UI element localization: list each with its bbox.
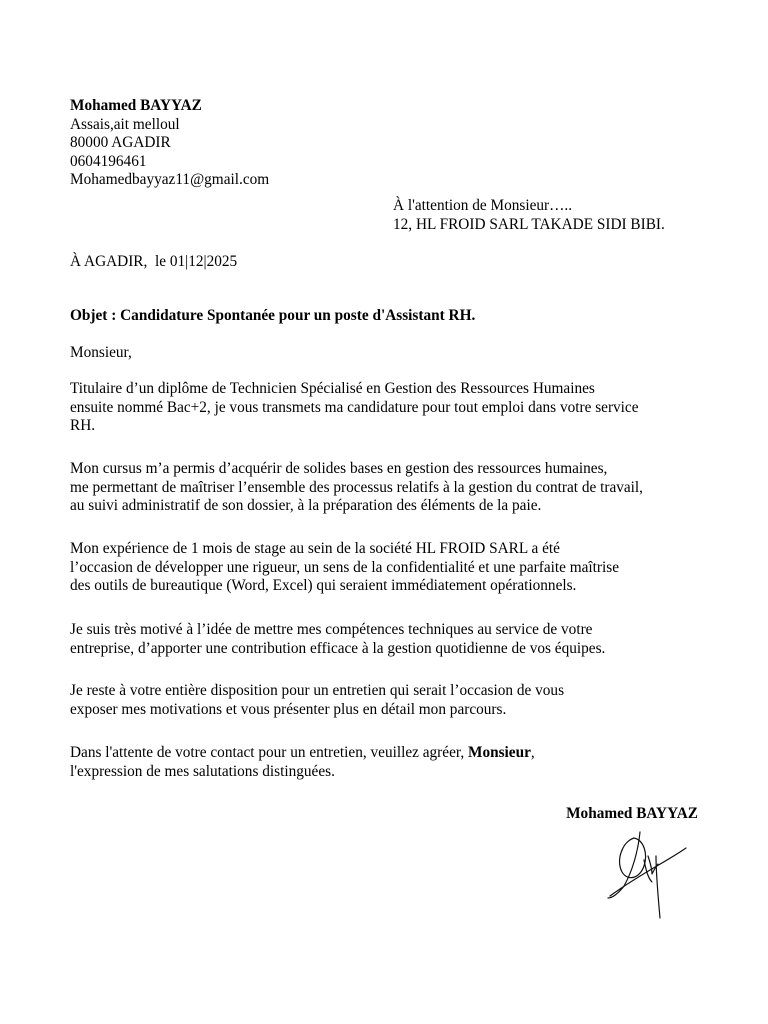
paragraph-line: Je suis très motivé à l’idée de mettre mes compétences techniques au service de votre — [70, 621, 593, 638]
paragraph-line: RH. — [70, 417, 96, 434]
closing-comma: , — [530, 744, 535, 761]
closing-line-2: l'expression de mes salutations distinguées. — [70, 762, 335, 780]
paragraph-line: Mon cursus m’a permis d’acquérir de solides bases en gestion des ressources humaines, — [70, 460, 608, 477]
sender-phone: 0604196461 — [70, 152, 147, 170]
recipient-attention: À l'attention de Monsieur….. — [393, 197, 573, 214]
paragraph-line: Mon expérience de 1 mois de stage au sein de la société HL FROID SARL a été — [70, 540, 560, 557]
recipient-block — [393, 197, 665, 234]
closing-line-1 — [70, 744, 710, 763]
recipient-company: 12, HL FROID SARL TAKADE SIDI BIBI. — [393, 215, 665, 233]
closing-bold-title: Monsieur — [468, 744, 531, 761]
paragraph-experience — [70, 540, 710, 596]
paragraph-line: l’occasion de développer une rigueur, un sens de la confidentialité et une parfaite maîtrise — [70, 558, 620, 576]
paragraph-line: Je reste à votre entière disposition pour un entretien qui serait l’occasion de vous — [70, 682, 565, 699]
paragraph-line: entreprise, d’apporter une contribution efficace à la gestion quotidienne de vos équipes. — [70, 639, 606, 657]
paragraph-diploma — [70, 380, 710, 436]
paragraph-line: Titulaire d’un diplôme de Technicien Spécialisé en Gestion des Ressources Humaines — [70, 380, 595, 397]
sender-name: Mohamed BAYYAZ — [70, 97, 202, 114]
paragraph-line: des outils de bureautique (Word, Excel) qui seraient immédiatement opérationnels. — [70, 577, 577, 594]
paragraph-line: ensuite nommé Bac+2, je vous transmets ma candidature pour tout emploi dans votre service — [70, 398, 639, 416]
paragraph-availability — [70, 682, 710, 719]
sender-address: Assais,ait melloul — [70, 115, 180, 133]
signature-name: Mohamed BAYYAZ — [566, 805, 698, 822]
handwritten-signature-icon — [600, 826, 692, 922]
closing-text: Dans l'attente de votre contact pour un entretien, veuillez agréer, — [70, 744, 468, 761]
paragraph-cursus — [70, 460, 710, 516]
paragraph-closing — [70, 744, 710, 781]
paragraph-line: me permettant de maîtriser l’ensemble des processus relatifs à la gestion du contrat de travail, — [70, 478, 644, 496]
sender-block — [70, 97, 269, 190]
salutation: Monsieur, — [70, 344, 132, 361]
paragraph-motivation — [70, 621, 710, 658]
sender-city: 80000 AGADIR — [70, 134, 171, 151]
paragraph-line: exposer mes motivations et vous présenter plus en détail mon parcours. — [70, 700, 507, 718]
sender-email: Mohamedbayyaz11@gmail.com — [70, 171, 270, 188]
paragraph-line: au suivi administratif de son dossier, à la préparation des éléments de la paie. — [70, 497, 542, 514]
place-date: À AGADIR, le 01|12|2025 — [70, 253, 238, 270]
letter-subject: Objet : Candidature Spontanée pour un poste d'Assistant RH. — [70, 307, 476, 324]
